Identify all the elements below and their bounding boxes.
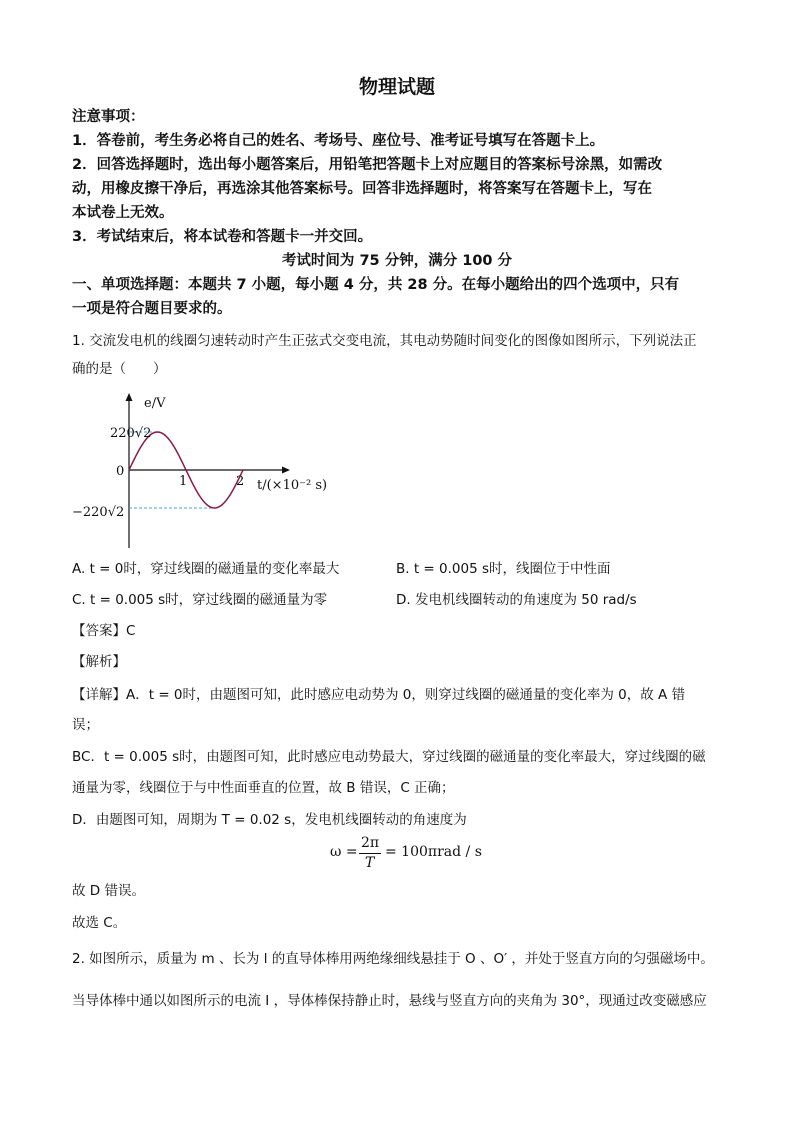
formula-lhs: ω = [330,844,358,860]
notice-item-3: 3．考试结束后，将本试卷和答题卡一并交回。 [72,229,373,245]
exam-info: 考试时间为 75 分钟，满分 100 分 [281,253,513,269]
q1-analysis-heading: 【解析】 [72,654,126,670]
q1-answer: 【答案】C [72,623,136,639]
q1-detail-a-line-1: 【详解】A．t = 0时，由题图可知，此时感应电动势为 0，则穿过线圈的磁通量的变化率为 0，故 A 错 [72,687,686,703]
notice-heading: 注意事项： [72,109,145,125]
notice-item-1: 1．答卷前，考生务必将自己的姓名、考场号、座位号、准考证号填写在答题卡上。 [72,133,605,149]
q1-stem-line-2: 确的是（ ） [72,361,167,377]
formula-denominator: T [365,855,375,871]
x-tick-label-1: 1 [179,474,188,489]
q1-stem-line-1: 1. 交流发电机的线圈匀速转动时产生正弦式交变电流，其电动势随时间变化的图像如图所示，下列说法正 [72,333,697,349]
q1-option-d: D. 发电机线圈转动的角速度为 50 rad/s [396,592,637,608]
section-heading-line-1: 一、单项选择题：本题共 7 小题，每小题 4 分，共 28 分。在每小题给出的四个选项中，只有 [72,277,680,293]
x-tick-label-2: 2 [236,474,245,489]
q1-detail-d-line-1: D．由题图可知，周期为 T = 0.02 s，发电机线圈转动的角速度为 [72,812,467,828]
x-axis-arrow [282,467,290,474]
y-axis-arrow [126,393,133,401]
q1-detail-bc-line-2: 通量为零，线圈位于与中性面垂直的位置，故 B 错误，C 正确； [72,780,455,796]
q1-option-a: A. t = 0时，穿过线圈的磁通量的变化率最大 [72,561,340,577]
notice-item-2-line-3: 本试卷上无效。 [72,205,174,221]
q1-detail-bc-line-1: BC．t = 0.005 s时，由题图可知，此时感应电动势最大，穿过线圈的磁通量的变化率最大，穿过线圈的磁 [72,749,706,765]
origin-label: 0 [116,464,125,479]
q2-stem-line-2: 当导体棒中通以如图所示的电流 I ，导体棒保持静止时，悬线与竖直方向的夹角为 30°，现通过改变磁感应 [72,993,707,1009]
q1-option-b: B. t = 0.005 s时，线圈位于中性面 [396,561,611,577]
y-axis-label: e/V [144,396,166,411]
fraction-bar [359,853,381,854]
notice-item-2-line-2: 动，用橡皮擦干净后，再选涂其他答案标号。回答非选择题时，将答案写在答题卡上，写在 [72,181,652,197]
q1-conclusion: 故选 C。 [72,915,127,931]
page-title: 物理试题 [358,76,435,98]
q1-option-c: C. t = 0.005 s时，穿过线圈的磁通量为零 [72,592,328,608]
section-heading-line-2: 一项是符合题目要求的。 [72,301,232,317]
q1-detail-d-line-2: 故 D 错误。 [72,883,145,899]
q1-detail-a-line-2: 误； [72,717,99,733]
formula-rhs: = 100πrad / s [385,844,482,860]
formula-numerator: 2π [361,835,380,851]
y-max-label: 220√2 [110,426,152,441]
notice-item-2-line-1: 2．回答选择题时，选出每小题答案后，用铅笔把答题卡上对应题目的答案标号涂黑，如需改 [72,157,663,173]
x-axis-label: t/(×10⁻² s) [257,478,328,493]
y-min-label: −220√2 [72,505,125,520]
q2-stem-line-1: 2. 如图所示，质量为 m 、长为 l 的直导体棒用两绝缘细线悬挂于 O 、O′ ，并处于竖直方向的匀强磁场中。 [72,951,714,967]
emf-time-graph [72,390,352,550]
